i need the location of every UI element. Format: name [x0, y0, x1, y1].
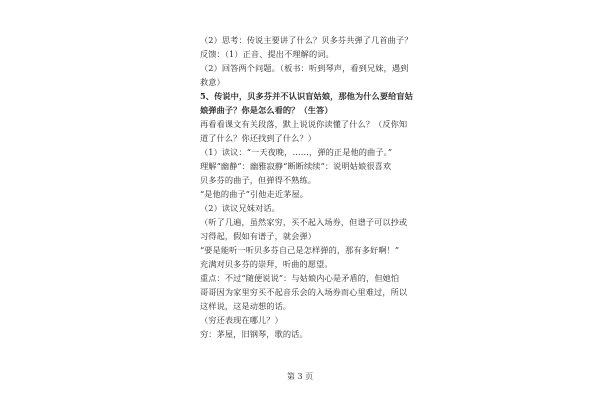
text-line: 娘弹曲子？你是怎么看的？（生答）	[200, 105, 333, 115]
text-line: 习得起，假如有谱子，就会弹）	[200, 231, 317, 241]
text-line: 充满对贝多芬的崇拜，听曲的愿望。	[200, 259, 333, 269]
text-line: （穷还表现在哪儿？）	[200, 315, 283, 325]
text-line: 这样说，这是动想的话。	[200, 301, 292, 311]
document-body	[200, 33, 418, 341]
text-line: （2）回答两个问题。（板书：听到琴声，看到兄妹，遇到	[200, 63, 409, 73]
page-number: 第 3 页	[286, 372, 314, 381]
text-line: 再看看课文有关段落，默上说说你读懂了什么？（反你知	[200, 119, 408, 129]
text-line: 道了什么？你还找到了什么？）	[200, 133, 317, 143]
text-line: 重点：不过“随便说说”：与姑娘内心是矛盾的，但她怕	[200, 273, 400, 283]
text-line: “是他的曲子”引他走近茅屋。	[200, 189, 309, 199]
text-line: （听了几遍，虽然家穷，买不起入场券，但谱子可以抄或	[200, 217, 408, 227]
text-line: 反馈：（1）正音、提出不理解的词。	[200, 49, 334, 59]
text-line: “要是能听一听贝多芬自己是怎样弹的，那有多好啊！”	[200, 245, 400, 255]
text-line: 穷：茅屋，旧钢琴，歌的话。	[200, 329, 308, 339]
text-line: （1）读议：“一天夜晚，……，弹的正是他的曲子。”	[200, 147, 393, 157]
text-line: 救意）	[200, 77, 225, 87]
text-line: （2）思考：传说主要讲了什么？贝多芬共弹了几首曲子？	[200, 35, 413, 45]
text-line: 理解“幽静”：幽雅寂静“断断续续”：说明姑娘很喜欢	[200, 161, 392, 171]
text-line: 贝多芬的曲子，但弹得不熟练。	[200, 175, 317, 185]
text-line: 5、传说中，贝多芬并不认识盲姑娘，那他为什么要给盲姑	[200, 91, 413, 101]
text-line: 哥哥因为家里穷买不起音乐会的入场券而心里难过，所以	[200, 287, 408, 297]
text-line: （2）读议兄妹对话。	[200, 203, 280, 213]
